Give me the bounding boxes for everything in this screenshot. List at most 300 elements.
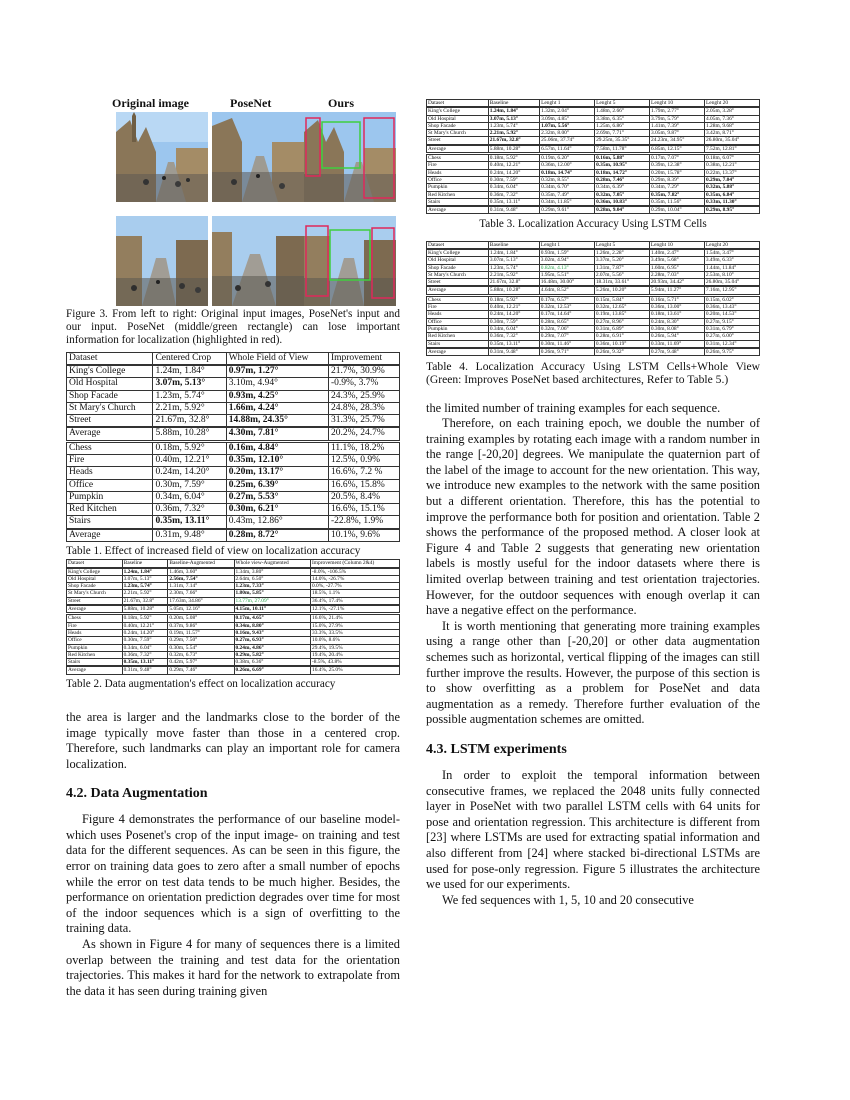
street-photo-ours-1 <box>304 112 396 202</box>
table-cell: 0.32m, 7.05° <box>595 191 650 198</box>
table-cell: 0.33m, 11.30° <box>705 198 760 206</box>
table-cell: 0.38m, 12.21° <box>705 162 760 169</box>
table-cell: 1.24m, 1.84° <box>153 365 226 378</box>
section-heading-4-3: 4.3. LSTM experiments <box>426 741 567 757</box>
table-row <box>427 249 760 257</box>
table-cell: 21.67m, 32.8° <box>488 137 539 145</box>
street-photo-posenet-2 <box>212 216 304 306</box>
table-row <box>67 651 400 658</box>
left-paragraph-3: As shown in Figure 4 for many of sequences there is a limited overlap between the training and test data for the orientation trajectories. This makes it hard for the network to extrapolate from the data it has seen during training given <box>66 937 400 998</box>
table-cell: Pumpkin <box>427 184 489 191</box>
table1-caption: Table 1. Effect of increased field of view on localization accuracy <box>66 545 361 558</box>
table-cell: 20.2%, 24.7% <box>328 427 399 441</box>
table-cell: Old Hospital <box>67 378 153 390</box>
table-cell: Street <box>427 279 489 287</box>
table-cell: 0.35m, 11.56° <box>650 198 705 206</box>
table-cell: 0.32m, 7.06° <box>539 325 594 332</box>
table-row <box>427 348 760 356</box>
table-cell: 0.27m, 6.93° <box>234 637 311 644</box>
table-cell: 3.02m, 4.94° <box>539 257 594 264</box>
table-cell: Stairs <box>427 340 489 348</box>
table-cell: 0.40m, 12.21° <box>488 304 539 311</box>
table-cell: 0.28m, 9.04° <box>595 206 650 214</box>
right-column <box>426 99 760 908</box>
table-cell: 2.21m, 5.92° <box>488 271 539 278</box>
table-cell: 5.88m, 10.28° <box>488 286 539 295</box>
table-cell: Office <box>67 479 153 491</box>
table-cell: 0.29m, 5.82° <box>234 651 311 658</box>
right-paragraph-3: It is worth mentioning that generating more training examples using a range other than [-20,20] or other data augmentation schemes such as horizontal, vertical flipping of the images can still further improve the results. However, the purpose of this section is to show overfitting as a problem for PoseNet and data augmentation as a remedy. Therefore further evaluation of the possible augmentation schemes are omitted. <box>426 618 760 727</box>
street-photo-original-2 <box>116 216 208 306</box>
table-cell: 0.34m, 6.04° <box>122 644 168 651</box>
table-cell: 0.20m, 14.53° <box>704 311 759 318</box>
table-cell: -0.9%, 3.7% <box>328 378 399 390</box>
table-cell: Office <box>67 637 123 644</box>
fig3-title-original: Original image <box>112 96 189 110</box>
table-row <box>67 441 400 454</box>
table-row <box>67 529 400 542</box>
table-cell: 16.4%, 25.0% <box>311 666 400 674</box>
table-cell: 1.28m, 9.68° <box>705 122 760 129</box>
fig3-title-posenet: PoseNet <box>230 96 272 110</box>
table-cell: 0.93m, 4.25° <box>226 390 328 402</box>
table-cell: 7.58m, 11.78° <box>595 145 650 154</box>
table-cell: Shop Facade <box>67 583 123 590</box>
table-cell: Baseline-Augmented <box>168 560 234 568</box>
table-cell: 19.4%, 20.4% <box>311 651 400 658</box>
table-cell: 1.31m, 7.87° <box>594 264 649 271</box>
table-cell: 1.79m, 2.77° <box>650 107 705 115</box>
table-cell: 0.30m, 7.59° <box>122 637 168 644</box>
table-row <box>67 597 400 605</box>
table-cell: Improvement <box>328 352 399 365</box>
table-cell: Dataset <box>67 352 153 365</box>
left-paragraph-2: Figure 4 demonstrates the performance of our baseline model-which uses Posenet's crop of the input image- on training and test data for the different sequences. As can be seen in this figure, the error on training data goes to zero after a small number of epochs while the error on test data tends to be much higher. Besides, the performance on orientation prediction degrades over time for most of the indoor sequences which is a sign of overfitting to the training data. <box>66 812 400 936</box>
table-cell: 11.1%, 18.2% <box>328 441 399 454</box>
table-cell: 0.36m, 12.00° <box>540 162 595 169</box>
table-cell: 0.0%, -27.7% <box>311 583 400 590</box>
table-cell: 2.28m, 7.03° <box>649 271 704 278</box>
table-cell: St Mary's Church <box>427 130 489 137</box>
table-cell: 2.69m, 7.71° <box>595 130 650 137</box>
table-cell: 1.31m, 7.14° <box>168 583 234 590</box>
table-cell: Street <box>67 415 153 428</box>
table-cell: 0.26m, 9.71° <box>539 348 594 356</box>
table-cell: 1.46m, 3.60° <box>168 568 234 576</box>
table-row <box>67 402 400 414</box>
table-row <box>427 154 760 162</box>
table-cell: 0.28m, 7.46° <box>595 176 650 183</box>
left-paragraph-1: the area is larger and the landmarks close to the border of the image typically move faster than those in a centered crop. Therefore, such landmarks can play an important role for camera localization. <box>66 709 400 771</box>
street-photo-original-1 <box>116 112 208 202</box>
figure3-titles <box>66 96 400 110</box>
table-cell: 12.1%, -27.1% <box>311 605 400 614</box>
table-cell: 0.40m, 12.21° <box>488 162 539 169</box>
table-cell: Fire <box>67 454 153 466</box>
table-cell: 0.36m, 13.43° <box>704 304 759 311</box>
table-cell: 6.85m, 12.15° <box>650 145 705 154</box>
table-cell: 0.31m, 9.48° <box>488 206 539 214</box>
right-paragraph-1: the limited number of training examples for each sequence. <box>426 400 721 415</box>
table-cell: 12.5%, 0.9% <box>328 454 399 466</box>
table-cell: 0.20m, 15.78° <box>650 169 705 176</box>
table-cell: St Mary's Church <box>67 402 153 414</box>
table-cell: 0.40m, 12.21° <box>153 454 226 466</box>
table-cell: Baseline <box>122 560 168 568</box>
table-cell: 0.34m, 7.29° <box>650 184 705 191</box>
table-cell: 5.88m, 10.28° <box>153 427 226 441</box>
table4-caption: Table 4. Localization Accuracy Using LSTM Cells+Whole View (Green: Improves PoseNet based architectures, Refer to Table 5.) <box>426 360 760 387</box>
table-cell: Pumpkin <box>427 325 489 332</box>
table-row <box>67 378 400 390</box>
table-cell: Lenght 20 <box>704 241 759 249</box>
table-cell: 0.24m, 14.20° <box>153 467 226 479</box>
table-cell: 2.21m, 5.92° <box>153 402 226 414</box>
table-cell: 0.33m, 11.69° <box>649 340 704 348</box>
table-row <box>67 590 400 597</box>
table-cell: Lenght 1 <box>540 100 595 108</box>
table-cell: 0.30m, 8.08° <box>649 325 704 332</box>
table-row <box>67 365 400 378</box>
table-cell: 4.64m, 8.52° <box>539 286 594 295</box>
table-row <box>427 145 760 154</box>
table-cell: 15.0%, 27.9% <box>311 622 400 629</box>
table-cell: Red Kitchen <box>427 191 489 198</box>
table-cell: 1.44m, 11.84° <box>704 264 759 271</box>
table-cell: 1.07m, 5.56° <box>540 122 595 129</box>
table2-caption: Table 2. Data augmentation's effect on localization accuracy <box>66 677 336 690</box>
table-cell: Baseline <box>488 241 539 249</box>
table-cell: 18.31m, 33.61° <box>594 279 649 287</box>
table-cell: 0.40m, 12.21° <box>122 622 168 629</box>
table-cell: Lenght 10 <box>649 241 704 249</box>
table-row <box>67 479 400 491</box>
table-row <box>427 279 760 287</box>
table-cell: Fire <box>67 622 123 629</box>
table-cell: 0.35m, 13.11° <box>488 198 539 206</box>
table-cell: Office <box>427 176 489 183</box>
table-cell: 0.36m, 10.19° <box>594 340 649 348</box>
table-row <box>427 107 760 115</box>
table-cell: Red Kitchen <box>67 504 153 516</box>
table-cell: 14.88m, 24.35° <box>226 415 328 428</box>
table-cell: Old Hospital <box>427 115 489 122</box>
table-cell: Lenght 1 <box>539 241 594 249</box>
table-cell: 5.26m, 10.20° <box>594 286 649 295</box>
table-cell: 2.56m, 7.54° <box>168 575 234 582</box>
table-cell: 4.05m, 7.36° <box>705 115 760 122</box>
table-cell: 0.17m, 4.65° <box>234 614 311 622</box>
table-cell: 3.10m, 4.94° <box>226 378 328 390</box>
table-cell: 1.60m, 6.95° <box>649 264 704 271</box>
table-row <box>427 286 760 295</box>
table-cell: 0.17m, 6.57° <box>539 295 594 303</box>
table3-caption: Table 3. Localization Accuracy Using LSTM Cells <box>479 218 707 231</box>
table-cell: 5.94m, 11.27° <box>649 286 704 295</box>
table-cell: 0.36m, 7.32° <box>153 504 226 516</box>
table-cell: 0.34m, 8.80° <box>234 622 311 629</box>
table-row <box>427 264 760 271</box>
table-row <box>427 241 760 249</box>
table-cell: Improvement (Column 2&4) <box>311 560 400 568</box>
table-cell: 14.0%, -26.7% <box>311 575 400 582</box>
table-cell: Red Kitchen <box>67 651 123 658</box>
table-row <box>427 333 760 340</box>
table-cell: 21.67m, 32.8° <box>122 597 168 605</box>
table-cell: 16.6%, 15.1% <box>328 504 399 516</box>
table-cell: 0.18m, 5.92° <box>488 154 539 162</box>
table-row <box>427 176 760 183</box>
table-cell: 0.31m, 6.79° <box>704 325 759 332</box>
table-cell: Shop Facade <box>427 122 489 129</box>
table-row <box>427 325 760 332</box>
table-cell: 1.23m, 7.33° <box>234 583 311 590</box>
table-cell: 16.6%, 7.2 % <box>328 467 399 479</box>
table-row <box>427 257 760 264</box>
table-cell: 0.30m, 5.54° <box>168 644 234 651</box>
table-cell: 0.35m, 13.11° <box>153 516 226 529</box>
table-cell: 0.35m, 13.11° <box>488 340 539 348</box>
table-cell: 0.32m, 6.73° <box>168 651 234 658</box>
table-cell: 2.21m, 5.92° <box>122 590 168 597</box>
table-cell: 0.93m, 1.59° <box>539 249 594 257</box>
table-cell: 0.39m, 12.38° <box>650 162 705 169</box>
table-cell: St Mary's Church <box>67 590 123 597</box>
table-cell: 1.23m, 5.74° <box>488 122 539 129</box>
table-cell: 0.38m, 6.36° <box>234 659 311 667</box>
right-paragraph-2: Therefore, on each training epoch, we double the number of training examples by rotating each image with a random number in the range [-20,20] degrees. We manipulate the quaternion part of the label of the image to account for the new orientation. This way, we introduce new examples to the network with the same position but a different orientation. Therefore, this has the potential to improve the performance both for position and orientation. Table 2 shows the performance of the proposed method. A closer look at Figure 4 and Table 2 suggests that generating new orientation labels is mostly useful for the indoor datasets where there is limited overlap between training and test orientation trajectories. However, for the outdoor sequences with enough overlap it can have a negative effect on the performance. <box>426 416 760 618</box>
table-row <box>67 560 400 568</box>
table-row <box>67 415 400 428</box>
table-cell: 0.15m, 6.02° <box>704 295 759 303</box>
table-cell: 16.6%, 21.4% <box>311 614 400 622</box>
table-cell: Office <box>427 318 489 325</box>
table-cell: 0.97m, 1.27° <box>226 365 328 378</box>
table-cell: 2.64m, 6.50° <box>234 575 311 582</box>
table-row <box>67 666 400 674</box>
table-cell: 0.34m, 6.04° <box>488 325 539 332</box>
table-cell: 1.80m, 5.85° <box>234 590 311 597</box>
figure3-images <box>66 110 400 306</box>
table-cell: Street <box>67 597 123 605</box>
table-cell: 0.30m, 7.59° <box>488 176 539 183</box>
table-row <box>67 491 400 503</box>
table-cell: 29.25m, 35.35° <box>595 137 650 145</box>
table-cell: Whole view-Augmented <box>234 560 311 568</box>
table-cell: 26.80m, 35.04° <box>704 279 759 287</box>
table-row <box>67 352 400 365</box>
table-cell: 0.29m, 8.95° <box>705 206 760 214</box>
table-cell: King's College <box>67 568 123 576</box>
table-cell: 21.67m, 32.8° <box>488 279 539 287</box>
table-cell: 2.30m, 7.66° <box>168 590 234 597</box>
table-row <box>427 271 760 278</box>
section-heading-4-2: 4.2. Data Augmentation <box>66 786 208 802</box>
table-cell: 6.57m, 11.64° <box>540 145 595 154</box>
figure3-caption: Figure 3. From left to right: Original input images, PoseNet's input and our input. PoseNet (middle/green rectangle) can lose important information for localization (highlighted in red). <box>66 308 400 347</box>
table-cell: 1.95m, 5.51° <box>539 271 594 278</box>
table-cell: 1.48m, 2.66° <box>595 107 650 115</box>
table-cell: 16.48m, 30.00° <box>539 279 594 287</box>
table-cell: 0.31m, 9.48° <box>153 529 226 542</box>
table-cell: 24.8%, 28.3% <box>328 402 399 414</box>
table-cell: Fire <box>427 304 489 311</box>
table-cell: Red Kitchen <box>427 333 489 340</box>
table-cell: 0.31m, 9.48° <box>488 348 539 356</box>
table-cell: 0.36m, 13.00° <box>649 304 704 311</box>
table-cell: 0.29m, 10.04° <box>650 206 705 214</box>
table-cell: Lenght 10 <box>650 100 705 108</box>
table-cell: 21.67m, 32.8° <box>153 415 226 428</box>
table-cell: Average <box>427 348 489 356</box>
table-cell: 1.24m, 1.84° <box>488 107 539 115</box>
table-row <box>427 311 760 318</box>
table-cell: 1.32m, 2.04° <box>540 107 595 115</box>
table-cell: 5.05m, 12.16° <box>168 605 234 614</box>
table-cell: 0.35m, 10.95° <box>595 162 650 169</box>
table-cell: Whole Field of View <box>226 352 328 365</box>
table-cell: 0.32m, 12.65° <box>594 304 649 311</box>
table-cell: 17.63m, 34.86° <box>168 597 234 605</box>
table-cell: 20.5%, 8.4% <box>328 491 399 503</box>
table-cell: 2.21m, 5.92° <box>488 130 539 137</box>
table-row <box>427 100 760 108</box>
table-row <box>67 390 400 402</box>
table-cell: 0.24m, 14.20° <box>122 629 168 636</box>
table-row <box>67 575 400 582</box>
table-cell: Heads <box>67 629 123 636</box>
table-cell: 31.3%, 25.7% <box>328 415 399 428</box>
table-cell: King's College <box>427 107 489 115</box>
table-cell: 4.15m, 10.11° <box>234 605 311 614</box>
table-cell: 0.27m, 8.96° <box>594 318 649 325</box>
table-cell: 0.35m, 7.49° <box>540 191 595 198</box>
table-cell: 0.34m, 11.85° <box>540 198 595 206</box>
table-cell: Stairs <box>67 516 153 529</box>
table-cell: 1.25m, 6.86° <box>595 122 650 129</box>
table-cell: Lenght 20 <box>705 100 760 108</box>
table-row <box>67 583 400 590</box>
table-cell: 0.31m, 12.34° <box>704 340 759 348</box>
table-cell: Pumpkin <box>67 644 123 651</box>
table-cell: 1.26m, 2.28° <box>594 249 649 257</box>
table-row <box>427 162 760 169</box>
table-cell: Dataset <box>67 560 123 568</box>
table-cell: 0.19m, 11.57° <box>168 629 234 636</box>
table-cell: 0.30m, 7.59° <box>488 318 539 325</box>
table-cell: 0.27m, 9.48° <box>649 348 704 356</box>
table-cell: 3.05m, 9.87° <box>650 130 705 137</box>
table-cell: 0.28m, 8.72° <box>226 529 328 542</box>
table-cell: Average <box>427 206 489 214</box>
table-cell: 36.4%, 17.4% <box>311 597 400 605</box>
table-cell: 0.17m, 14.64° <box>539 311 594 318</box>
table-cell: 0.34m, 6.04° <box>153 491 226 503</box>
table-row <box>67 516 400 529</box>
table-cell: 18.5%, 1.1% <box>311 590 400 597</box>
table-cell: 0.18m, 5.92° <box>122 614 168 622</box>
table-cell: -8.5%, 43.8% <box>311 659 400 667</box>
table-cell: 0.29m, 8.39° <box>650 176 705 183</box>
table-cell: 33.3%, 33.5% <box>311 629 400 636</box>
table-row <box>427 295 760 303</box>
table-row <box>427 191 760 198</box>
table-cell: 1.54m, 3.47° <box>704 249 759 257</box>
table-cell: 0.22m, 13.37° <box>705 169 760 176</box>
table-cell: Heads <box>427 169 489 176</box>
table-row <box>67 622 400 629</box>
table1 <box>66 352 400 542</box>
table-cell: 0.19m, 6.20° <box>540 154 595 162</box>
table-cell: Lenght 5 <box>594 241 649 249</box>
table-cell: 0.26m, 6.69° <box>234 666 311 674</box>
table-cell: Chess <box>427 154 489 162</box>
table-cell: 3.49m, 5.68° <box>649 257 704 264</box>
table-row <box>67 614 400 622</box>
table-row <box>427 169 760 176</box>
table-cell: 1.23m, 5.74° <box>122 583 168 590</box>
table-cell: Old Hospital <box>427 257 489 264</box>
table-cell: 1.23m, 5.74° <box>488 264 539 271</box>
table-cell: 2.05m, 3.28° <box>705 107 760 115</box>
table-cell: 3.42m, 8.71° <box>705 130 760 137</box>
table-cell: Average <box>427 286 489 295</box>
table-cell: 1.41m, 7.39° <box>650 122 705 129</box>
table-cell: 0.30m, 11.46° <box>539 340 594 348</box>
table-cell: 0.36m, 7.32° <box>488 333 539 340</box>
table-cell: 0.30m, 7.59° <box>153 479 226 491</box>
table-row <box>67 467 400 479</box>
table-cell: 0.29m, 7.04° <box>705 176 760 183</box>
table-cell: 0.28m, 8.65° <box>539 318 594 325</box>
table-cell: Average <box>427 145 489 154</box>
table-row <box>427 206 760 214</box>
table-cell: 24.3%, 25.9% <box>328 390 399 402</box>
table-cell: Average <box>67 605 123 614</box>
table-cell: 0.32m, 8.55° <box>540 176 595 183</box>
table-cell: Pumpkin <box>67 491 153 503</box>
table-row <box>427 184 760 191</box>
table-cell: 0.35m, 7.82° <box>650 191 705 198</box>
table-cell: 0.20m, 5.08° <box>168 614 234 622</box>
table-cell: 2.32m, 8.00° <box>540 130 595 137</box>
table-cell: 0.25m, 6.39° <box>226 479 328 491</box>
table-cell: Heads <box>427 311 489 318</box>
table-cell: Average <box>67 427 153 441</box>
table-cell: 16.6%, 15.8% <box>328 479 399 491</box>
table-cell: 2.53m, 8.10° <box>704 271 759 278</box>
table-cell: 0.26m, 9.75° <box>704 348 759 356</box>
table-cell: 0.17m, 7.07° <box>650 154 705 162</box>
table-row <box>67 504 400 516</box>
table-cell: 0.27m, 6.00° <box>704 333 759 340</box>
table-cell: 25.06m, 37.74° <box>540 137 595 145</box>
left-column <box>66 96 400 999</box>
table-row <box>427 304 760 311</box>
table-cell: 3.07m, 5.13° <box>153 378 226 390</box>
table-row <box>67 637 400 644</box>
table-cell: 0.29m, 7.07° <box>539 333 594 340</box>
table-cell: -22.8%, 1.9% <box>328 516 399 529</box>
table-cell: 0.31m, 9.48° <box>122 666 168 674</box>
table-cell: 26.80m, 35.04° <box>705 137 760 145</box>
table-cell: 24.23m, 34.95° <box>650 137 705 145</box>
table-row <box>67 605 400 614</box>
table-cell: 21.7%, 30.9% <box>328 365 399 378</box>
table-cell: Shop Facade <box>427 264 489 271</box>
table-row <box>427 340 760 348</box>
table-cell: 1.24m, 1.84° <box>122 568 168 576</box>
